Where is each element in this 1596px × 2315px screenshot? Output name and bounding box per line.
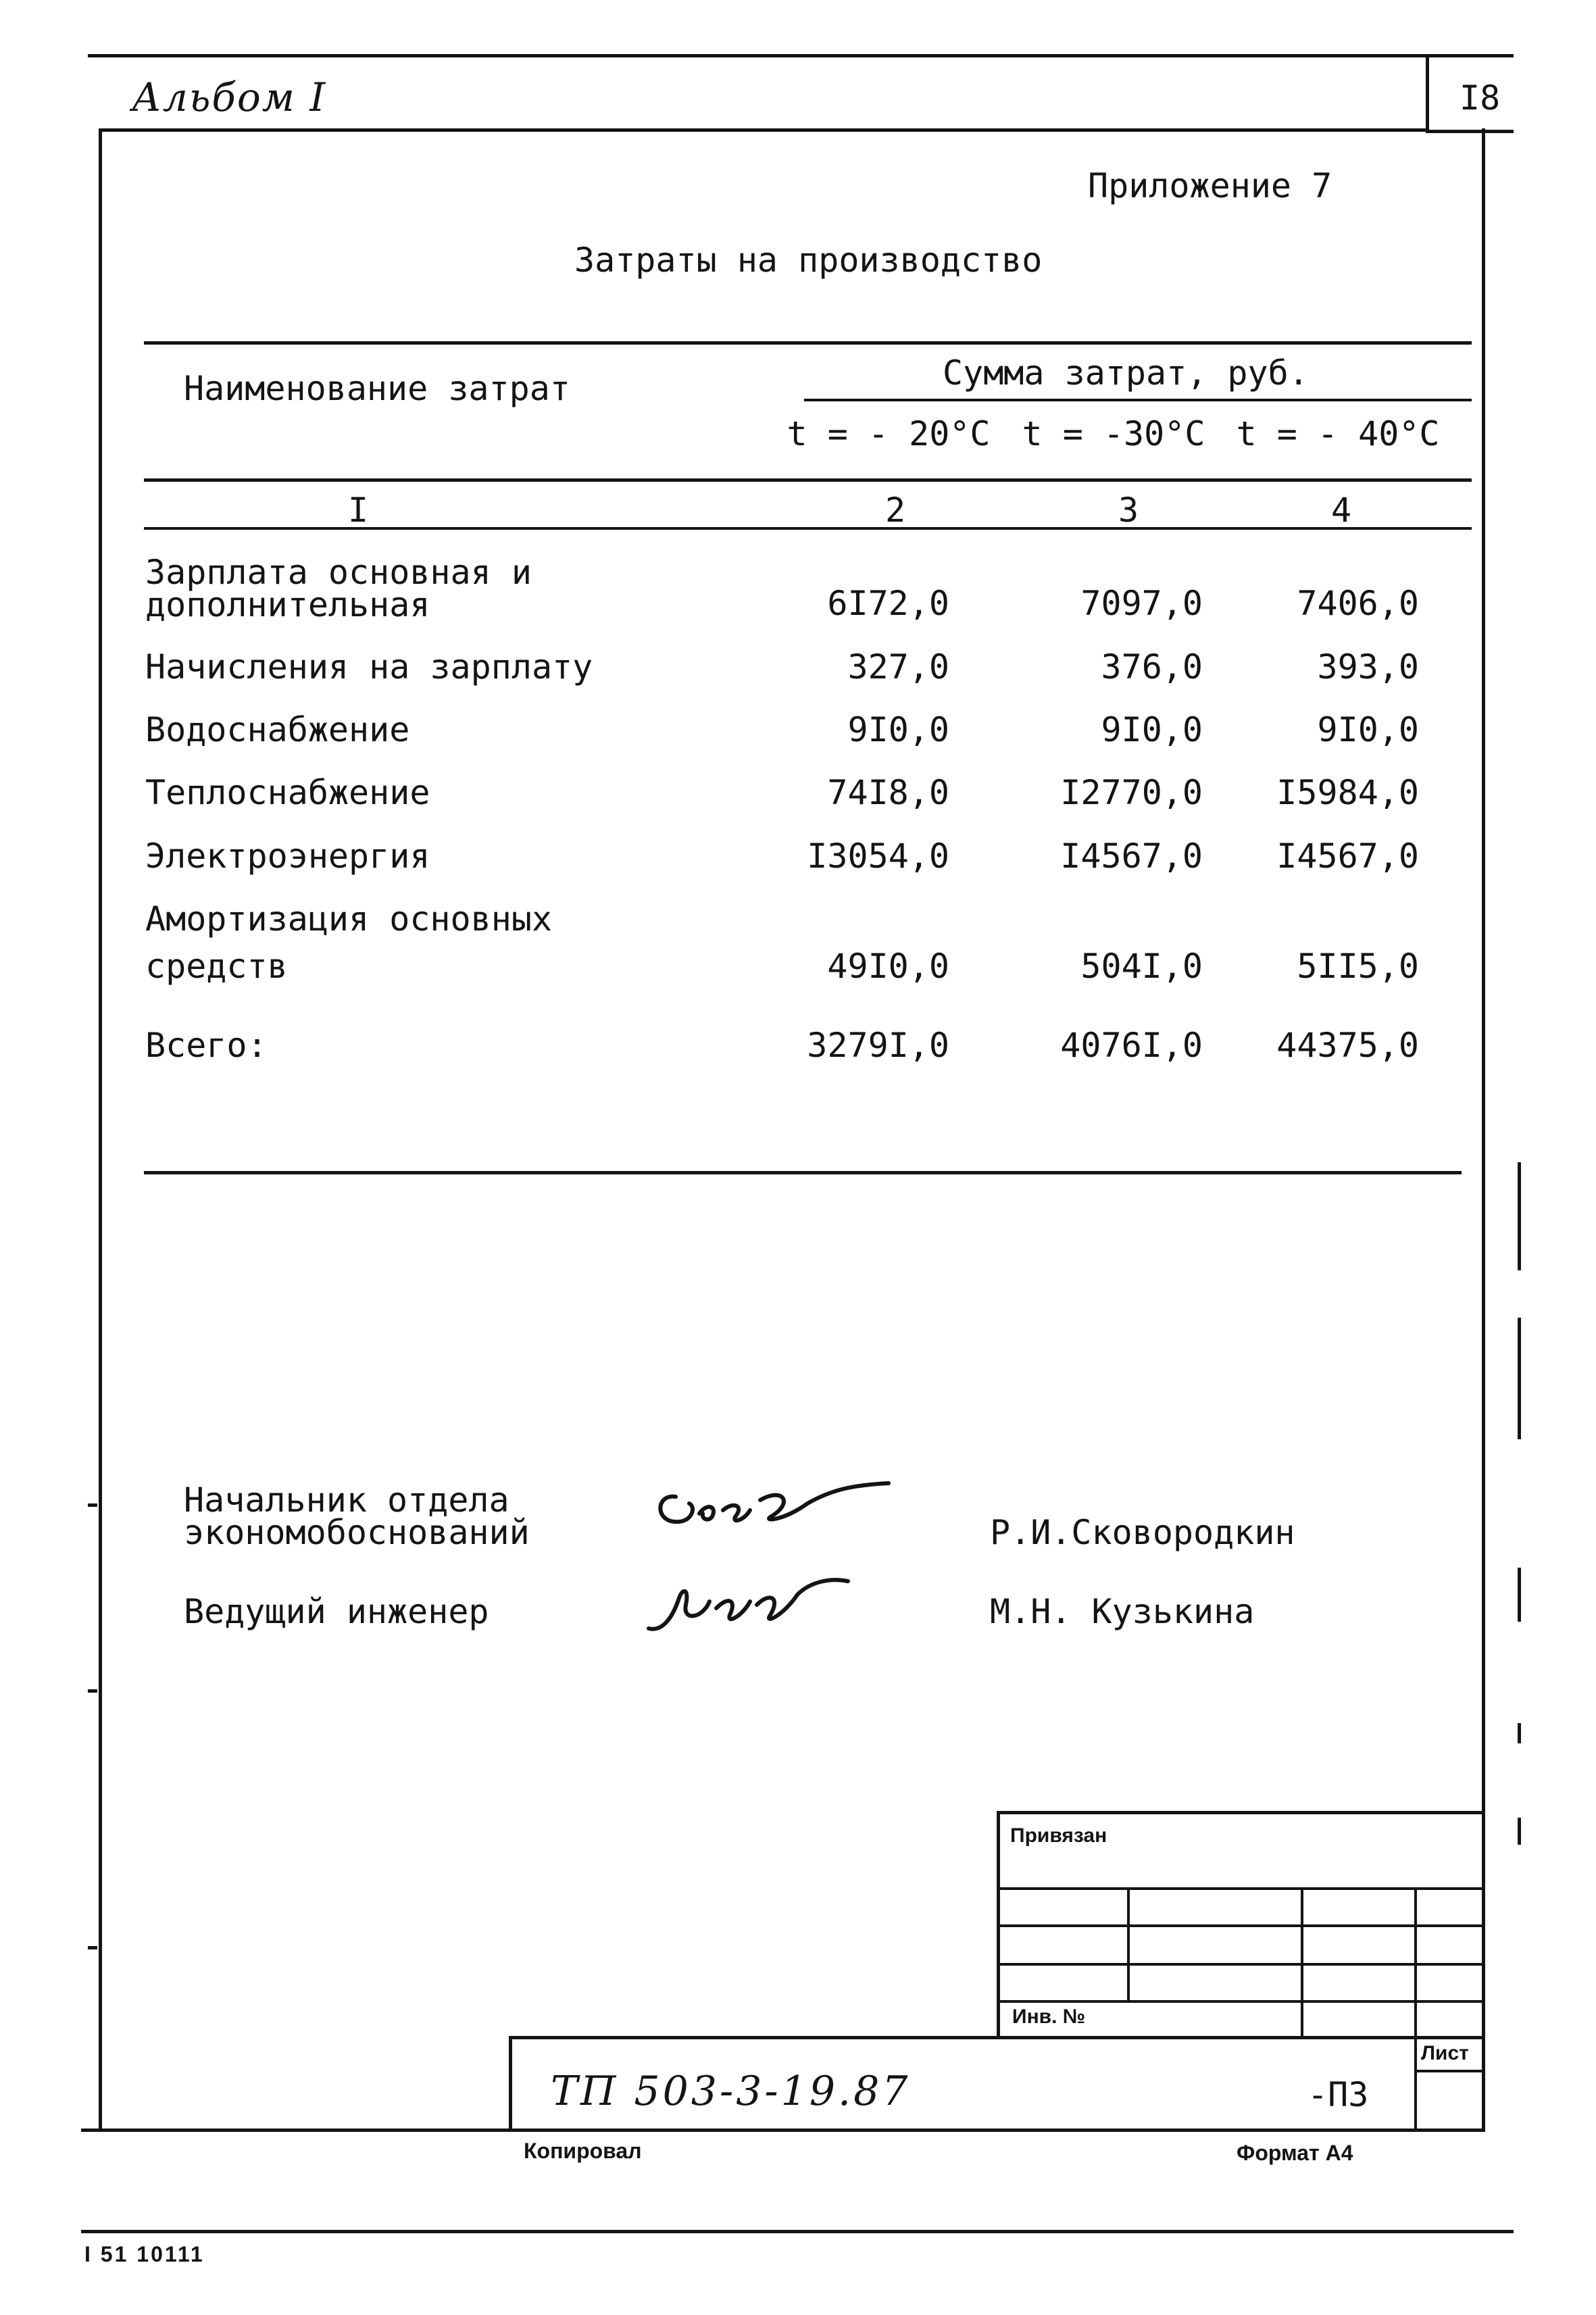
signature-mark (649, 1466, 899, 1547)
copied-label: Копировал (524, 2139, 642, 2163)
print-code: I 51 10111 (84, 2242, 205, 2266)
stamp-grid-h (997, 1963, 1483, 1966)
signature-mark (642, 1568, 858, 1642)
row-value: 7406,0 (1297, 584, 1419, 623)
margin-tick (88, 1689, 97, 1693)
stamp-main-left (509, 2036, 512, 2131)
margin-mark (1518, 1818, 1521, 1845)
frame-top (100, 128, 1429, 132)
page-number-box-left (1426, 54, 1429, 132)
row-value: 393,0 (1317, 647, 1419, 687)
frame-left (99, 128, 102, 2129)
top-rule (88, 54, 1514, 57)
stamp-grid-v (1301, 1887, 1303, 2037)
header-bottom-rule (144, 478, 1472, 482)
row-value: 376,0 (1101, 647, 1203, 687)
row-value: 9I0,0 (1101, 710, 1203, 749)
table-bottom-rule (144, 1171, 1462, 1174)
row-value: 327,0 (847, 647, 949, 687)
col-numbers-rule (144, 527, 1472, 530)
page-bottom-rule (81, 2230, 1514, 2233)
margin-tick (88, 1946, 97, 1949)
frame-right (1482, 128, 1485, 2129)
total-value: 44375,0 (1276, 1026, 1419, 1065)
row-value: 74I8,0 (827, 773, 949, 812)
row-value: 49I0,0 (827, 947, 949, 986)
signer-position-line: Начальник отдела (184, 1480, 509, 1520)
col-number-4: 4 (1330, 491, 1352, 530)
row-value: I4567,0 (1276, 837, 1419, 876)
row-name-line: Амортизация основных (145, 899, 553, 939)
stamp-privyazan: Привязан (1010, 1824, 1107, 1847)
stamp-sheet-rule (1414, 2070, 1483, 2072)
stamp-grid-v (1127, 1887, 1130, 2000)
appendix-label: Приложение 7 (1088, 166, 1332, 205)
row-value: I3054,0 (807, 837, 949, 876)
temp-label-2: t = -30°C (1022, 414, 1205, 453)
col-number-1: I (347, 491, 369, 530)
row-name-line: Водоснабжение (145, 710, 410, 749)
stamp-inv-no: Инв. № (1012, 2006, 1086, 2028)
row-value: 9I0,0 (1317, 710, 1419, 749)
row-value: 7097,0 (1080, 584, 1203, 623)
stamp-grid-h (997, 1924, 1483, 1927)
col-number-3: 3 (1118, 491, 1139, 530)
signer-position-line: Ведущий инженер (184, 1592, 489, 1631)
row-name-line: Зарплата основная и (145, 553, 532, 592)
stamp-grid-h (997, 1887, 1483, 1890)
table-top-rule (144, 341, 1472, 345)
row-name-line: Начисления на зарплату (145, 647, 593, 687)
signer-position-line: экономобоснований (184, 1513, 530, 1552)
row-name-line: дополнительная (145, 585, 430, 624)
page-title: Затраты на производство (574, 241, 1043, 280)
header-sum: Сумма затрат, руб. (943, 353, 1309, 393)
row-value: 6I72,0 (827, 584, 949, 623)
row-value: I4567,0 (1060, 837, 1203, 876)
margin-tick (88, 1503, 97, 1507)
margin-mark (1518, 1568, 1521, 1622)
margin-mark (1518, 1318, 1521, 1439)
page-number: I8 (1460, 78, 1501, 118)
signer-name: Р.И.Сковородкин (990, 1513, 1295, 1552)
total-value: 4076I,0 (1060, 1026, 1203, 1065)
stamp-main-top (509, 2036, 1483, 2039)
format-label: Формат А4 (1237, 2141, 1353, 2165)
row-value: I5984,0 (1276, 773, 1419, 812)
signer-name: М.Н. Кузькина (990, 1592, 1255, 1631)
margin-mark (1518, 1723, 1521, 1743)
header-sum-rule (804, 399, 1472, 401)
temp-label-1: t = - 20°C (787, 414, 991, 453)
stamp-grid-h (997, 2000, 1483, 2003)
stamp-doc-code: ТП 503-3-19.87 (551, 2068, 911, 2115)
stamp-sheet-label: Лист (1421, 2042, 1469, 2064)
album-label: Альбом I (132, 74, 327, 120)
row-value: 5II5,0 (1297, 947, 1419, 986)
row-name-line: средств (145, 947, 288, 986)
total-value: 3279I,0 (807, 1026, 949, 1065)
row-value: I2770,0 (1060, 773, 1203, 812)
col-number-2: 2 (884, 491, 906, 530)
stamp-sheet-divider (1414, 2036, 1417, 2131)
stamp-grid-v (1414, 1887, 1417, 2037)
temp-label-3: t = - 40°C (1236, 414, 1440, 453)
row-value: 504I,0 (1080, 947, 1203, 986)
stamp-section: -ПЗ (1307, 2075, 1369, 2114)
row-value: 9I0,0 (847, 710, 949, 749)
page-number-box-bottom (1426, 130, 1514, 133)
stamp-top (997, 1811, 1483, 1814)
margin-mark (1518, 1162, 1521, 1270)
row-name-line: Электроэнергия (145, 837, 430, 876)
header-name: Наименование затрат (184, 369, 570, 408)
row-name-line: Теплоснабжение (145, 773, 430, 812)
frame-bottom (81, 2129, 1485, 2132)
total-label: Всего: (145, 1026, 268, 1065)
